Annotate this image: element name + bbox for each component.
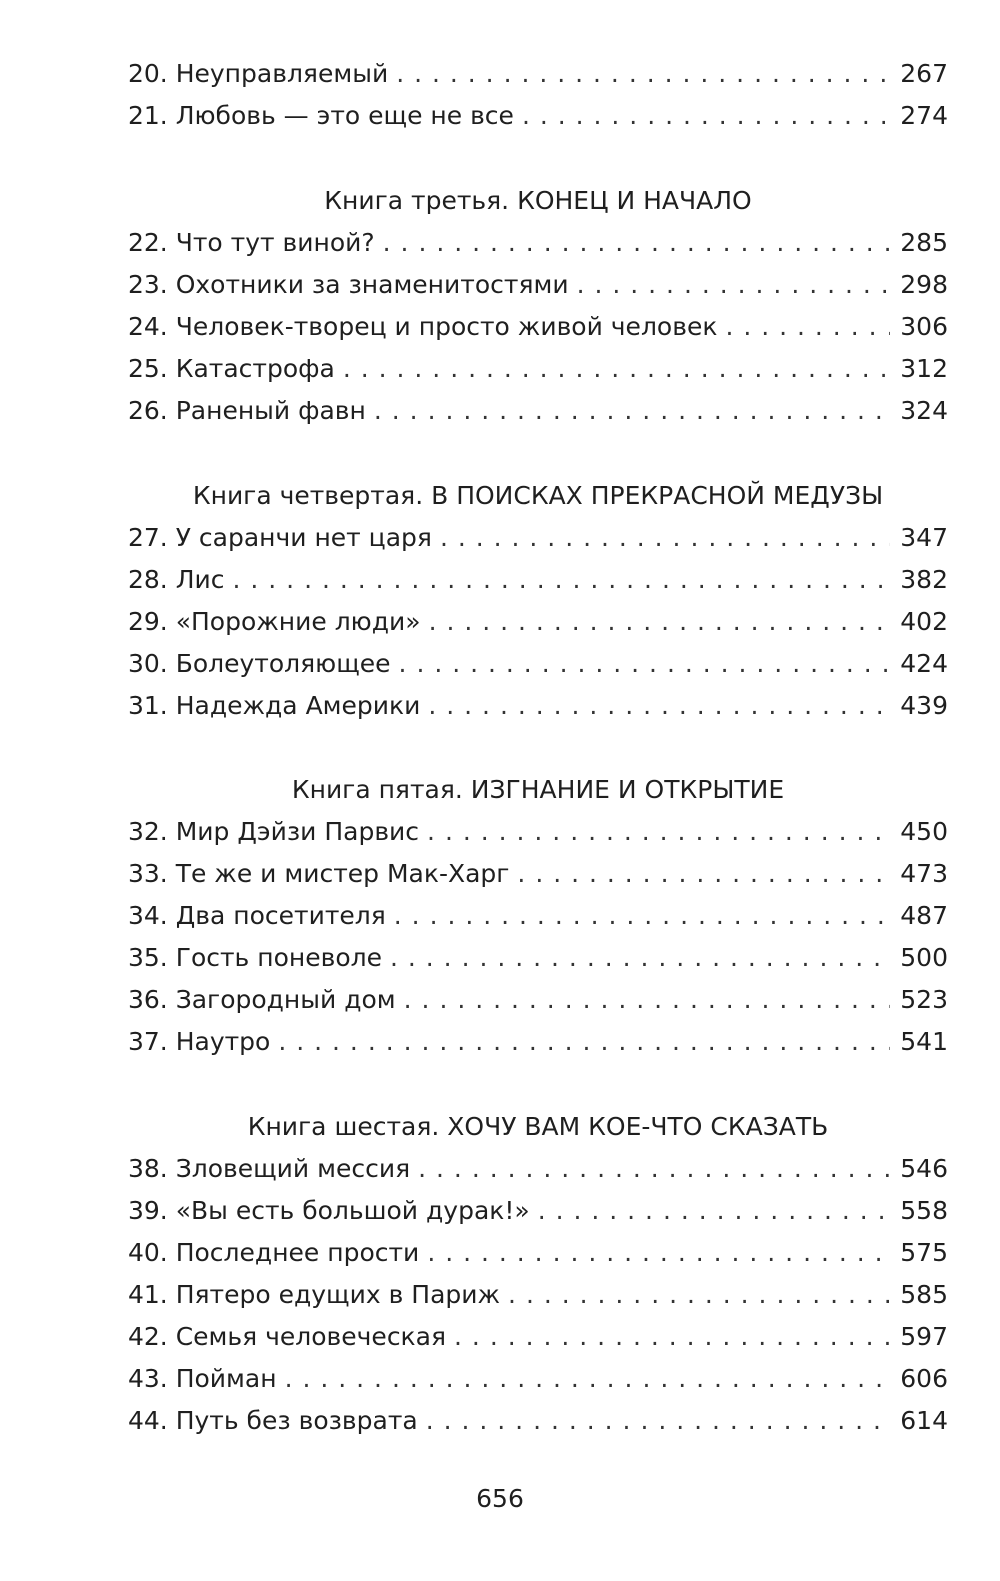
dot-leader	[517, 853, 890, 895]
dot-leader	[426, 1400, 891, 1442]
toc-entry-page: 450	[900, 817, 948, 846]
toc-entry	[128, 685, 948, 727]
toc-entry	[128, 1148, 948, 1190]
toc-entry-title: 28. Лис	[128, 565, 225, 594]
toc-entry-page: 306	[900, 312, 948, 341]
toc-entry	[128, 643, 948, 685]
toc-entry	[128, 1190, 948, 1232]
dot-leader	[285, 1358, 891, 1400]
toc-entry-title: 40. Последнее прости	[128, 1238, 420, 1267]
toc-entry	[128, 53, 948, 95]
toc-entry	[128, 601, 948, 643]
dot-leader	[454, 1316, 890, 1358]
toc-entry-page: 500	[900, 943, 948, 972]
page-number: 656	[476, 1484, 524, 1513]
dot-leader	[383, 222, 891, 264]
toc-entry-title: 30. Болеутоляющее	[128, 649, 391, 678]
toc-entry-title: 36. Загородный дом	[128, 985, 396, 1014]
toc-entry	[128, 811, 948, 853]
toc-entry-title: 37. Наутро	[128, 1027, 271, 1056]
toc-entry-page: 274	[900, 101, 948, 130]
dot-leader	[278, 1021, 890, 1063]
toc-entry-page: 439	[900, 691, 948, 720]
toc-entry-page: 523	[900, 985, 948, 1014]
toc-entry-page: 473	[900, 859, 948, 888]
toc-entry-page: 312	[900, 354, 948, 383]
toc-entry-page: 324	[900, 396, 948, 425]
toc-entry	[128, 95, 948, 137]
dot-leader	[508, 1274, 890, 1316]
toc-entry-title: 38. Зловещий мессия	[128, 1154, 411, 1183]
toc-entry	[128, 222, 948, 264]
toc-entry-page: 285	[900, 228, 948, 257]
toc-entry	[128, 517, 948, 559]
toc-entry-page: 597	[900, 1322, 948, 1351]
toc-entry-page: 402	[900, 607, 948, 636]
toc-entry-page: 575	[900, 1238, 948, 1267]
toc-entry-title: 41. Пятеро едущих в Париж	[128, 1280, 501, 1309]
toc-entry-title: 42. Семья человеческая	[128, 1322, 447, 1351]
dot-leader	[399, 643, 891, 685]
toc-entry-page: 382	[900, 565, 948, 594]
dot-leader	[233, 559, 891, 601]
dot-leader	[394, 895, 891, 937]
toc-entry	[128, 1021, 948, 1063]
dot-leader	[396, 53, 890, 95]
toc-entry-title: 29. «Порожние люди»	[128, 607, 421, 636]
toc-entry-page: 606	[900, 1364, 948, 1393]
toc-entry-title: 27. У саранчи нет царя	[128, 523, 432, 552]
section-heading-book4: Книга четвертая. В ПОИСКАХ ПРЕКРАСНОЙ МЕДУЗЫ	[192, 481, 884, 510]
toc-entry-page: 298	[900, 270, 948, 299]
toc-entry	[128, 306, 948, 348]
toc-entry	[128, 937, 948, 979]
toc-entry-title: 43. Пойман	[128, 1364, 277, 1393]
toc-entry-page: 614	[900, 1406, 948, 1435]
toc-entry-title: 25. Катастрофа	[128, 354, 335, 383]
dot-leader	[404, 979, 891, 1021]
dot-leader	[725, 306, 890, 348]
toc-entry-title: 31. Надежда Америки	[128, 691, 421, 720]
toc-entry-page: 267	[900, 59, 948, 88]
toc-entry-title: 21. Любовь — это еще не все	[128, 101, 514, 130]
toc-entry-page: 585	[900, 1280, 948, 1309]
toc-entry	[128, 1358, 948, 1400]
toc-entry	[128, 348, 948, 390]
section-heading-book3: Книга третья. КОНЕЦ И НАЧАЛО	[324, 186, 752, 215]
dot-leader	[538, 1190, 891, 1232]
toc-entry-page: 487	[900, 901, 948, 930]
dot-leader	[418, 1148, 890, 1190]
toc-entry-page: 541	[900, 1027, 948, 1056]
toc-entry	[128, 895, 948, 937]
dot-leader	[390, 937, 890, 979]
dot-leader	[427, 811, 890, 853]
toc-entry	[128, 559, 948, 601]
toc-entry	[128, 390, 948, 432]
toc-entry-title: 44. Путь без возврата	[128, 1406, 418, 1435]
toc-entry	[128, 264, 948, 306]
section-heading-book6: Книга шестая. ХОЧУ ВАМ КОЕ-ЧТО СКАЗАТЬ	[247, 1112, 829, 1141]
dot-leader	[374, 390, 890, 432]
toc-entry-title: 24. Человек-творец и просто живой человек	[128, 312, 718, 341]
section-heading-book5: Книга пятая. ИЗГНАНИЕ И ОТКРЫТИЕ	[291, 775, 785, 804]
toc-entry	[128, 1400, 948, 1442]
toc-entry	[128, 1316, 948, 1358]
dot-leader	[440, 517, 890, 559]
dot-leader	[428, 685, 890, 727]
toc-entry-title: 34. Два посетителя	[128, 901, 386, 930]
dot-leader	[522, 95, 890, 137]
toc-entry-title: 23. Охотники за знаменитостями	[128, 270, 569, 299]
dot-leader	[427, 1232, 890, 1274]
toc-entry-page: 424	[900, 649, 948, 678]
dot-leader	[577, 264, 891, 306]
dot-leader	[429, 601, 891, 643]
toc-entry-title: 22. Что тут виной?	[128, 228, 375, 257]
dot-leader	[343, 348, 890, 390]
toc-entry-title: 20. Неуправляемый	[128, 59, 389, 88]
toc-entry	[128, 853, 948, 895]
toc-entry-page: 347	[900, 523, 948, 552]
toc-entry-title: 35. Гость поневоле	[128, 943, 382, 972]
toc-entry-title: 26. Раненый фавн	[128, 396, 366, 425]
toc-entry-title: 33. Те же и мистер Мак-Харг	[128, 859, 510, 888]
toc-entry-page: 546	[900, 1154, 948, 1183]
toc-entry	[128, 979, 948, 1021]
toc-entry	[128, 1232, 948, 1274]
toc-entry	[128, 1274, 948, 1316]
toc-entry-title: 39. «Вы есть большой дурак!»	[128, 1196, 530, 1225]
toc-entry-page: 558	[900, 1196, 948, 1225]
toc-entry-title: 32. Мир Дэйзи Парвис	[128, 817, 420, 846]
